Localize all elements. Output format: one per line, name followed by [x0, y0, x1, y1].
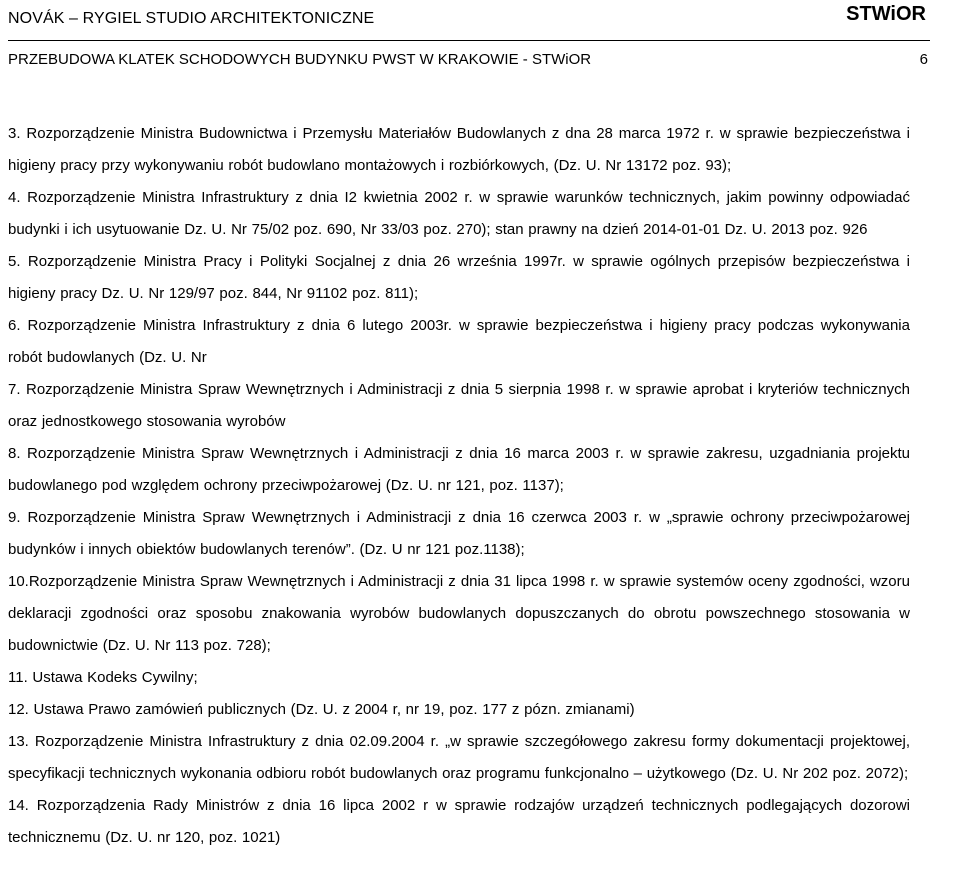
document-subject: PRZEBUDOWA KLATEK SCHODOWYCH BUDYNKU PWST W KRAKOWIE - STWiOR	[8, 51, 592, 68]
header-divider	[8, 40, 930, 41]
regulation-item: 13. Rozporządzenie Ministra Infrastruktury z dnia 02.09.2004 r. „w sprawie szczegółowego zakresu formy dokumentacji projektowej, specyfikacji technicznych wykonania odbioru robót budowlanych oraz programu funkcjonalno – użytkowego (Dz. U. Nr 202 poz. 2072);	[8, 733, 910, 782]
regulations-list	[8, 118, 910, 854]
regulation-item: 12. Ustawa Prawo zamówień publicznych (Dz. U. z 2004 r, nr 19, poz. 177 z pózn. zmianami)	[8, 701, 635, 718]
brand-label: STWiOR	[846, 3, 926, 25]
page-number: 6	[919, 51, 928, 68]
regulation-item: 3. Rozporządzenie Ministra Budownictwa i Przemysłu Materiałów Budowlanych z dna 28 marca 1972 r. w sprawie bezpieczeństwa i higieny pracy przy wykonywaniu robót budowlano montażowych i rozbiórkowych, (Dz. U. Nr 13172 poz. 93);	[8, 125, 910, 174]
regulation-item: 14. Rozporządzenia Rady Ministrów z dnia 16 lipca 2002 r w sprawie rodzajów urządzeń technicznych podlegających dozorowi technicznemu (Dz. U. nr 120, poz. 1021)	[8, 797, 910, 846]
header-top-row	[8, 0, 930, 40]
regulation-item: 10.Rozporządzenie Ministra Spraw Wewnętrznych i Administracji z dnia 31 lipca 1998 r. w sprawie systemów oceny zgodności, wzoru deklaracji zgodności oraz sposobu znakowania wyrobów budowlanych dopuszczanych do obrotu powszechnego stosowania w budownictwie (Dz. U. Nr 113 poz. 728);	[8, 573, 910, 654]
regulation-item: 7. Rozporządzenie Ministra Spraw Wewnętrznych i Administracji z dnia 5 sierpnia 1998 r. w sprawie aprobat i kryteriów technicznych oraz jednostkowego stosowania wyrobów	[8, 381, 910, 430]
header-subject-row	[8, 51, 930, 71]
regulation-item: 4. Rozporządzenie Ministra Infrastruktury z dnia I2 kwietnia 2002 r. w sprawie warunków technicznych, jakim powinny odpowiadać budynki i ich usytuowanie Dz. U. Nr 75/02 poz. 690, Nr 33/03 poz. 270); stan prawny na dzień 2014-01-01 Dz. U. 2013 poz. 926	[8, 189, 910, 238]
regulation-item: 5. Rozporządzenie Ministra Pracy i Polityki Socjalnej z dnia 26 września 1997r. w sprawie ogólnych przepisów bezpieczeństwa i higieny pracy Dz. U. Nr 129/97 poz. 844, Nr 91102 poz. 811);	[8, 253, 910, 302]
page-header	[8, 0, 930, 68]
studio-name: NOVÁK – RYGIEL STUDIO ARCHITEKTONICZNE	[8, 10, 375, 27]
regulation-item: 9. Rozporządzenie Ministra Spraw Wewnętrznych i Administracji z dnia 16 czerwca 2003 r. w „sprawie ochrony przeciwpożarowej budynków i innych obiektów budowlanych terenów”. (Dz. U nr 121 poz.1138);	[8, 509, 910, 558]
regulation-item: 11. Ustawa Kodeks Cywilny;	[8, 669, 198, 686]
regulation-item: 8. Rozporządzenie Ministra Spraw Wewnętrznych i Administracji z dnia 16 marca 2003 r. w sprawie zakresu, uzgadniania projektu budowlanego pod względem ochrony przeciwpożarowej (Dz. U. nr 121, poz. 1137);	[8, 445, 910, 494]
regulation-item: 6. Rozporządzenie Ministra Infrastruktury z dnia 6 lutego 2003r. w sprawie bezpieczeństwa i higieny pracy podczas wykonywania robót budowlanych (Dz. U. Nr	[8, 317, 910, 366]
